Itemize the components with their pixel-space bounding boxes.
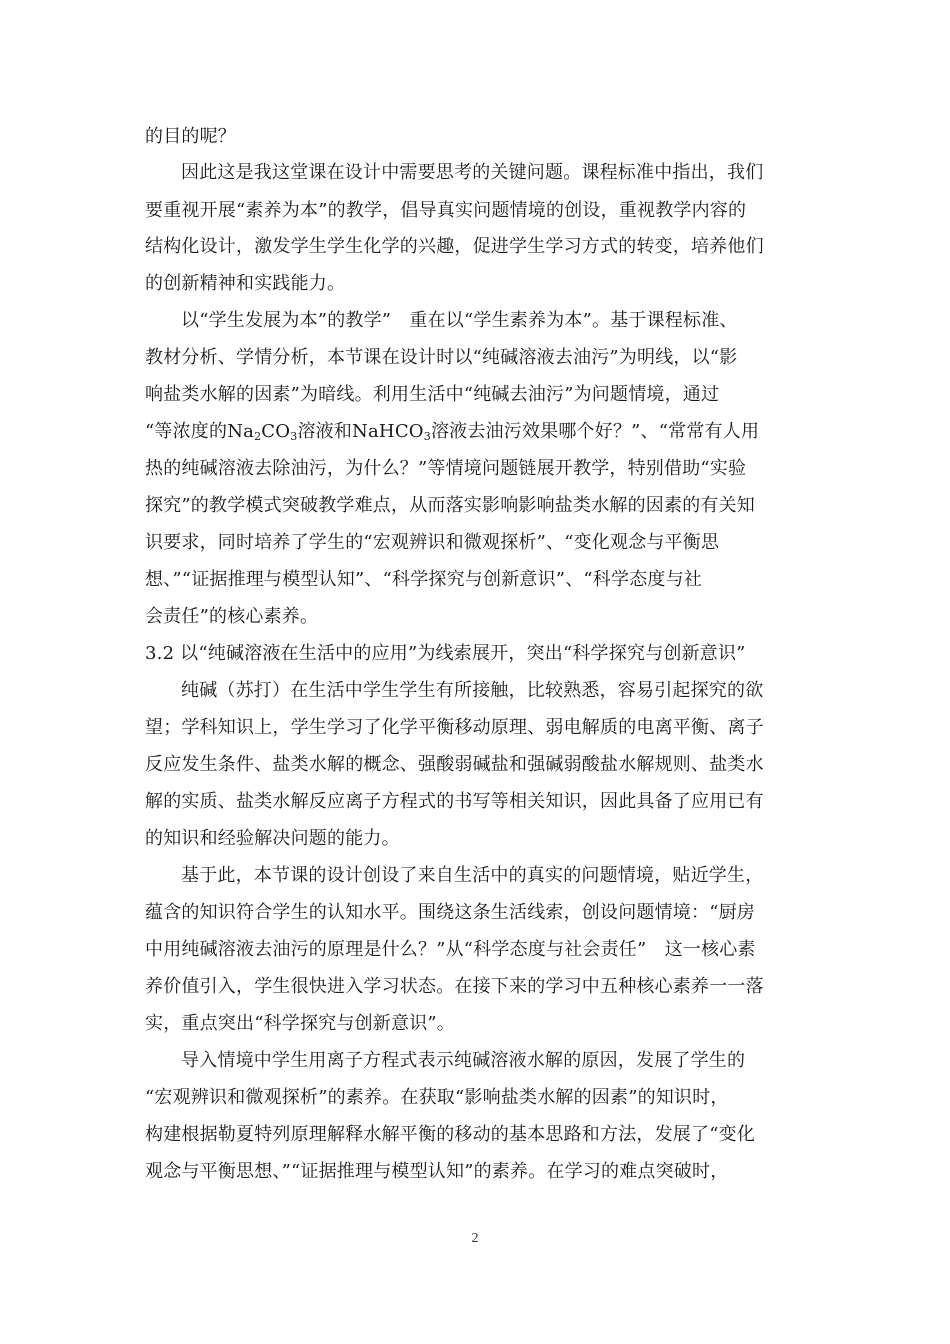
text-line: 导入情境中学生用离子方程式表示纯碱溶液水解的原因，发展了学生的 xyxy=(181,1050,746,1071)
section-heading: 3.2 以“纯碱溶液在生活中的应用”为线索展开，突出“科学探究与创新意识” xyxy=(145,643,746,664)
text-line: 蕴含的知识符合学生的认知水平。围绕这条生活线索，创设问题情境：“厨房 xyxy=(145,902,755,923)
text-line: 以“学生发展为本”的教学” 重在以“学生素养为本”。基于课程标准、 xyxy=(181,310,738,331)
subscript: 3 xyxy=(423,430,431,443)
text-line: 的知识和经验解决问题的能力。 xyxy=(145,828,400,849)
text-line: 反应发生条件、盐类水解的概念、强酸弱碱盐和强碱弱酸盐水解规则、盐类水 xyxy=(145,754,764,775)
text-line: 的目的呢？ xyxy=(145,126,236,147)
text-line: 实，重点突出“科学探究与创新意识”。 xyxy=(145,1013,456,1034)
text-line: 解的实质、盐类水解反应离子方程式的书写等相关知识，因此具备了应用已有 xyxy=(145,791,764,812)
text-line: 望；学科知识上，学生学习了化学平衡移动原理、弱电解质的电离平衡、离子 xyxy=(145,717,764,738)
text-line: 纯碱（苏打）在生活中学生学生有所接触，比较熟悉，容易引起探究的欲 xyxy=(181,680,764,701)
text-line: 要重视开展“素养为本”的教学，倡导真实问题情境的创设，重视教学内容的 xyxy=(145,200,747,221)
text-line: 因此这是我这堂课在设计中需要思考的关键问题。课程标准中指出，我们 xyxy=(181,162,764,183)
text-line: 想、”“证据推理与模型认知”、“科学探究与创新意识”、“科学态度与社 xyxy=(145,569,703,590)
text-line: 响盐类水解的因素”为暗线。利用生活中“纯碱去油污”为问题情境，通过 xyxy=(145,384,720,405)
text-line: 中用纯碱溶液去油污的原理是什么？”从“科学态度与社会责任” 这一核心素 xyxy=(145,939,756,960)
text-line: 识要求，同时培养了学生的“宏观辨识和微观探析”、“变化观念与平衡思 xyxy=(145,532,720,553)
text-line: 教材分析、学情分析，本节课在设计时以“纯碱溶液去油污”为明线，以“影 xyxy=(145,347,738,368)
text-line: 热的纯碱溶液去除油污，为什么？”等情境问题链展开教学，特别借助“实验 xyxy=(145,458,747,479)
text-line: 构建根据勒夏特列原理解释水解平衡的移动的基本思路和方法，发展了“变化 xyxy=(145,1124,755,1145)
subscript: 2 xyxy=(254,430,262,443)
text-line: “宏观辨识和微观探析”的素养。在获取“影响盐类水解的因素”的知识时， xyxy=(145,1087,729,1108)
text-line: 会责任”的核心素养。 xyxy=(145,606,319,627)
text-line: 结构化设计，激发学生学生化学的兴趣，促进学生学习方式的转变，培养他们 xyxy=(145,236,764,257)
page-number: 2 xyxy=(471,1231,479,1246)
text-line: 探究”的教学模式突破教学难点，从而落实影响影响盐类水解的因素的有关知 xyxy=(145,495,755,516)
text-line: 基于此，本节课的设计创设了来自生活中的真实的问题情境，贴近学生， xyxy=(181,865,764,886)
text-line: 的创新精神和实践能力。 xyxy=(145,273,346,294)
subscript: 3 xyxy=(290,430,298,443)
text-line: 养价值引入，学生很快进入学习状态。在接下来的学习中五种核心素养一一落 xyxy=(145,976,764,997)
text-line-with-formulas: “等浓度的$Na_2CO_3$溶液和NaHCO$_3$溶液去油污效果哪个好？”、“常常有人用 xyxy=(145,421,760,443)
text-line: 观念与平衡思想、”“证据推理与模型认知”的素养。在学习的难点突破时， xyxy=(145,1161,729,1182)
